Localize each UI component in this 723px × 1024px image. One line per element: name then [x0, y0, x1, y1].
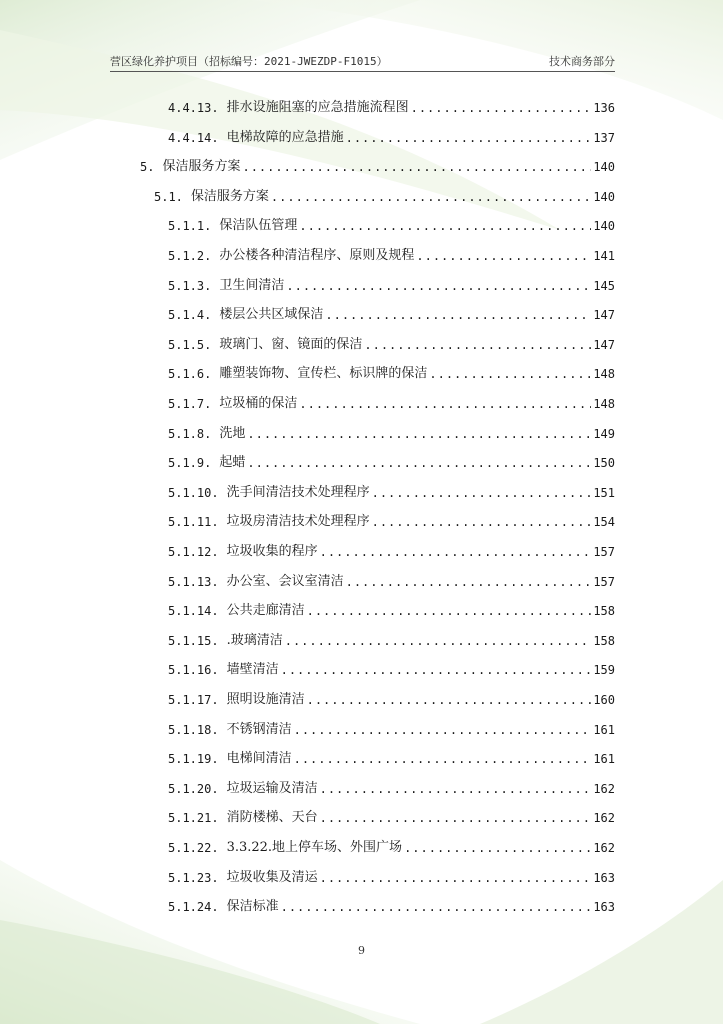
toc-entry-title: 垃圾房清洁技术处理程序	[226, 514, 370, 530]
toc-dot-leader	[271, 190, 591, 204]
page-header	[110, 50, 615, 70]
toc-entry-number: 5.1.23.	[168, 870, 219, 885]
toc-entry-page: 162	[593, 781, 615, 796]
toc-dot-leader	[320, 871, 592, 885]
toc-entry-title: 保洁标准	[226, 899, 279, 915]
toc-entry-number: 5.1.5.	[168, 337, 212, 352]
toc-entry-page: 162	[593, 811, 615, 826]
toc-entry-title: 卫生间清洁	[219, 277, 285, 293]
header-divider	[110, 71, 615, 72]
toc-dot-leader	[320, 545, 592, 559]
toc-entry-title: 办公楼各种清洁程序、原则及规程	[219, 248, 415, 263]
toc-entry-number: 5.1.9.	[168, 456, 212, 471]
toc-dot-leader	[320, 782, 592, 796]
toc-entry-title: 办公室、会议室清洁	[226, 573, 344, 589]
toc-entry-title: 照明设施清洁	[226, 692, 305, 707]
toc-entry[interactable]	[168, 651, 615, 677]
toc-entry-number: 5.1.24.	[168, 900, 219, 915]
toc-entry-page: 149	[593, 426, 615, 441]
toc-entry-number: 5.	[140, 160, 155, 175]
toc-entry-page: 140	[593, 160, 615, 175]
toc-entry[interactable]	[168, 740, 615, 766]
toc-entry-title: 垃圾收集及清运	[226, 869, 318, 885]
toc-dot-leader	[411, 101, 592, 115]
toc-dot-leader	[281, 663, 592, 677]
toc-entry-title: 楼层公共区域保洁	[219, 307, 324, 323]
toc-entry[interactable]	[168, 681, 615, 707]
toc-entry-page: 163	[593, 870, 615, 885]
toc-dot-leader	[372, 486, 592, 500]
toc-entry-number: 5.1.4.	[168, 308, 212, 323]
toc-entry-page: 159	[593, 663, 615, 678]
toc-entry-page: 154	[593, 515, 615, 530]
toc-dot-leader	[286, 279, 591, 293]
toc-entry[interactable]	[168, 563, 615, 589]
toc-dot-leader	[247, 427, 591, 441]
toc-entry-title: 玻璃门、窗、镜面的保洁	[219, 336, 363, 352]
toc-entry[interactable]	[168, 533, 615, 559]
toc-entry-number: 5.1.20.	[168, 781, 219, 796]
toc-dot-leader	[307, 604, 592, 618]
toc-dot-leader	[247, 456, 591, 470]
toc-entry[interactable]	[168, 503, 615, 529]
toc-entry[interactable]	[168, 207, 615, 233]
toc-dot-leader	[242, 160, 591, 174]
toc-dot-leader	[299, 219, 591, 233]
toc-entry-page: 147	[593, 337, 615, 352]
toc-dot-leader	[281, 900, 592, 914]
toc-entry-page: 162	[593, 841, 615, 855]
toc-entry-page: 137	[593, 130, 615, 145]
toc-entry-title: 垃圾收集的程序	[226, 544, 318, 559]
toc-entry-title: 消防楼梯、天台	[226, 810, 318, 826]
toc-entry-page: 148	[593, 367, 615, 382]
toc-entry[interactable]	[168, 296, 615, 322]
toc-entry-number: 5.1.13.	[168, 574, 219, 589]
toc-entry-number: 5.1.15.	[168, 633, 219, 648]
toc-entry-number: 5.1.2.	[168, 249, 212, 263]
toc-entry-title: 3.3.22.地上停车场、外围广场	[226, 840, 403, 855]
toc-entry-page: 163	[593, 900, 615, 915]
toc-entry[interactable]	[168, 385, 615, 411]
toc-entry-number: 5.1.18.	[168, 722, 219, 737]
toc-entry-page: 158	[593, 633, 615, 648]
toc-entry[interactable]	[168, 355, 615, 381]
toc-entry-number: 5.1.12.	[168, 545, 219, 559]
toc-entry[interactable]	[168, 415, 615, 441]
header-section-title: 技术商务部分	[549, 55, 615, 68]
toc-entry-page: 157	[593, 545, 615, 559]
toc-entry[interactable]	[168, 267, 615, 293]
toc-entry-number: 5.1.1.	[168, 219, 212, 234]
toc-entry-page: 147	[593, 308, 615, 323]
toc-entry[interactable]	[168, 829, 615, 855]
toc-entry-number: 5.1.22.	[168, 841, 219, 855]
toc-entry-title: 保洁服务方案	[190, 188, 269, 204]
toc-entry-page: 145	[593, 278, 615, 293]
toc-entry-number: 5.1.16.	[168, 663, 219, 678]
toc-entry-title: 电梯故障的应急措施	[226, 129, 344, 145]
toc-entry-page: 148	[593, 397, 615, 411]
toc-entry-number: 5.1.17.	[168, 693, 219, 707]
toc-entry-title: 墙壁清洁	[226, 662, 279, 678]
toc-entry[interactable]	[168, 444, 615, 470]
toc-entry[interactable]	[168, 711, 615, 737]
toc-dot-leader	[404, 841, 591, 855]
toc-entry-number: 5.1.	[154, 189, 183, 204]
toc-dot-leader	[346, 575, 592, 589]
toc-entry-number: 5.1.10.	[168, 485, 219, 500]
toc-entry[interactable]	[140, 148, 615, 174]
toc-dot-leader	[307, 693, 592, 707]
toc-entry[interactable]	[168, 237, 615, 263]
toc-entry-number: 5.1.8.	[168, 426, 212, 441]
toc-entry-title: 洗地	[219, 425, 246, 441]
toc-entry-page: 158	[593, 604, 615, 619]
toc-dot-leader	[372, 515, 592, 529]
page-number: 9	[358, 944, 365, 957]
toc-entry[interactable]	[168, 119, 615, 145]
toc-entry-number: 5.1.7.	[168, 397, 212, 411]
toc-entry-number: 4.4.14.	[168, 130, 219, 145]
toc-entry-page: 140	[593, 189, 615, 204]
toc-entry-page: 157	[593, 574, 615, 589]
toc-entry[interactable]	[168, 326, 615, 352]
toc-entry-number: 5.1.6.	[168, 367, 212, 382]
toc-entry-page: 136	[593, 101, 615, 115]
toc-entry-page: 141	[593, 249, 615, 263]
toc-entry[interactable]	[168, 474, 615, 500]
toc-entry[interactable]	[168, 622, 615, 648]
toc-entry[interactable]	[154, 178, 615, 204]
toc-entry[interactable]	[168, 89, 615, 115]
toc-entry-number: 5.1.14.	[168, 604, 219, 619]
toc-dot-leader	[294, 752, 592, 766]
toc-entry-title: 洗手间清洁技术处理程序	[226, 484, 370, 500]
toc-entry[interactable]	[168, 859, 615, 885]
toc-entry-page: 161	[593, 722, 615, 737]
toc-dot-leader	[320, 811, 592, 825]
toc-dot-leader	[325, 308, 591, 322]
header-project-title: 营区绿化养护项目（招标编号：2021-JWEZDP-F1015）	[110, 55, 388, 68]
toc-entry[interactable]	[168, 888, 615, 914]
toc-entry-title: 公共走廊清洁	[226, 603, 305, 619]
toc-entry-number: 5.1.21.	[168, 811, 219, 826]
toc-entry-title: 保洁队伍管理	[219, 218, 298, 234]
toc-entry[interactable]	[168, 799, 615, 825]
toc-dot-leader	[346, 131, 592, 145]
toc-entry-title: 起蜡	[219, 455, 246, 471]
toc-entry-title: 电梯间清洁	[226, 751, 292, 767]
toc-entry-title: 排水设施阻塞的应急措施流程图	[226, 100, 409, 115]
toc-entry-number: 5.1.3.	[168, 278, 212, 293]
toc-entry-title: .玻璃清洁	[226, 632, 283, 648]
toc-entry-page: 151	[593, 485, 615, 500]
toc-dot-leader	[294, 723, 592, 737]
toc-entry-page: 150	[593, 456, 615, 471]
toc-entry-number: 4.4.13.	[168, 101, 219, 115]
toc-dot-leader	[299, 397, 591, 411]
toc-entry-number: 5.1.11.	[168, 515, 219, 530]
toc-entry-page: 160	[593, 693, 615, 707]
toc-entry[interactable]	[168, 592, 615, 618]
toc-dot-leader	[429, 367, 591, 381]
toc-dot-leader	[364, 338, 591, 352]
toc-dot-leader	[285, 634, 592, 648]
toc-entry-title: 不锈钢清洁	[226, 721, 292, 737]
toc-entry-page: 161	[593, 752, 615, 767]
toc-entry[interactable]	[168, 770, 615, 796]
toc-dot-leader	[416, 249, 591, 263]
toc-entry-title: 垃圾运输及清洁	[226, 780, 318, 796]
toc-entry-title: 垃圾桶的保洁	[219, 396, 298, 411]
toc-entry-title: 雕塑装饰物、宣传栏、标识牌的保洁	[219, 366, 428, 382]
toc-entry-number: 5.1.19.	[168, 752, 219, 767]
toc-entry-page: 140	[593, 219, 615, 234]
toc-entry-title: 保洁服务方案	[162, 159, 241, 175]
